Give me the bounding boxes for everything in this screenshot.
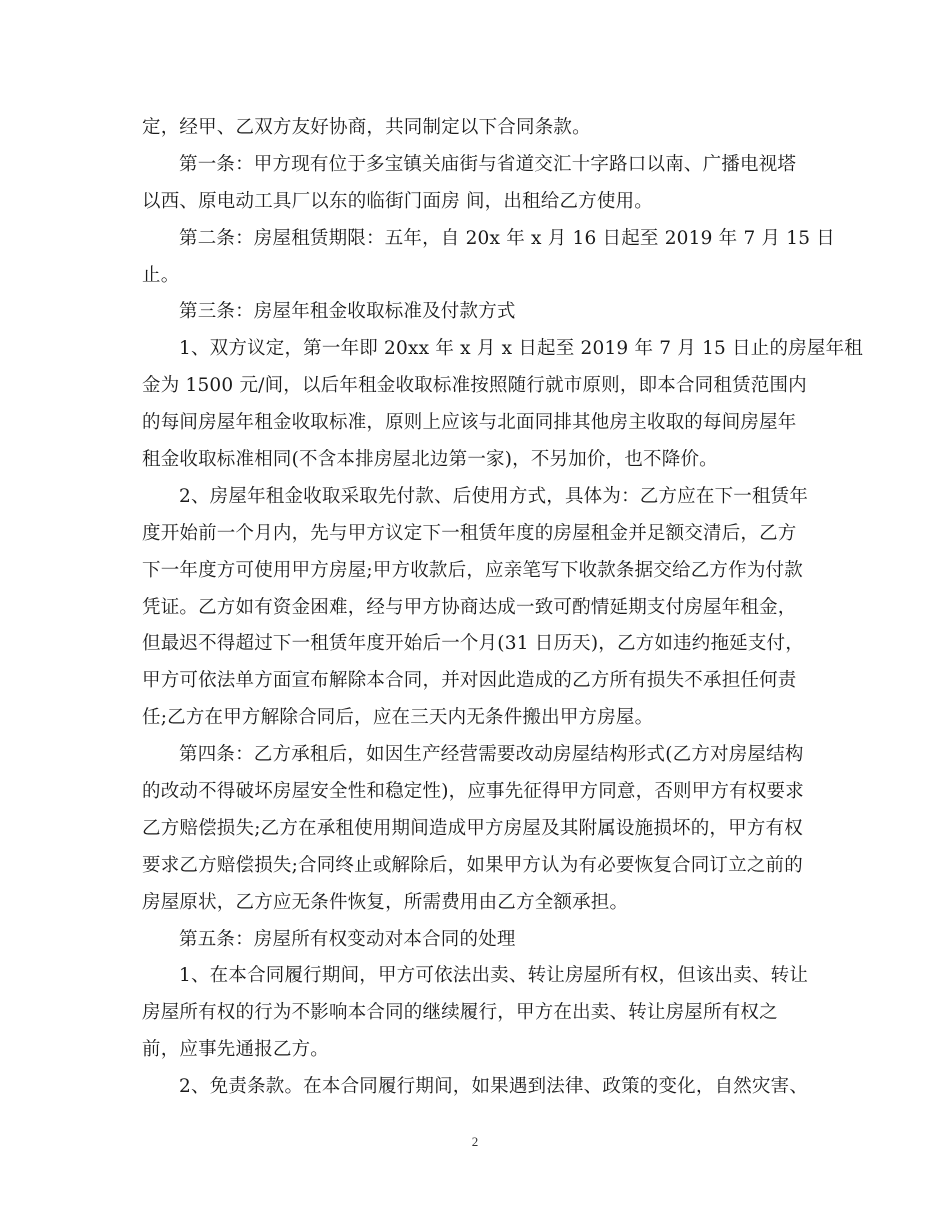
text-line: 度开始前一个月内，先与甲方议定下一租赁年度的房屋租金并足额交清后，乙方	[142, 522, 797, 544]
text-line: 以西、原电动工具厂以东的临街门面房 间，出租给乙方使用。	[142, 190, 653, 212]
contract-body-text	[142, 110, 864, 1106]
paragraph-first-line: 第二条：房屋租赁期限：五年，自 20x 年 x 月 16 日起至 2019 年 7 月 15 日	[179, 227, 836, 249]
paragraph-first-line: 第三条：房屋年租金收取标准及付款方式	[179, 301, 516, 323]
text-line: 租金收取标准相同(不含本排房屋北边第一家)，不另加价，也不降价。	[142, 449, 718, 471]
text-line: 止。	[142, 264, 180, 286]
text-line: 凭证。乙方如有资金困难，经与甲方协商达成一致可酌情延期支付房屋年租金，	[142, 596, 797, 618]
text-line: 下一年度方可使用甲方房屋;甲方收款后，应亲笔写下收款条据交给乙方作为付款	[142, 559, 803, 581]
paragraph-first-line: 1、在本合同履行期间，甲方可依法出卖、转让房屋所有权，但该出卖、转让	[179, 965, 809, 987]
text-line: 前，应事先通报乙方。	[142, 1039, 330, 1061]
text-line: 房屋所有权的行为不影响本合同的继续履行，甲方在出卖、转让房屋所有权之	[142, 1002, 778, 1024]
text-line: 的改动不得破坏房屋安全性和稳定性)，应事先征得甲方同意，否则甲方有权要求	[142, 781, 804, 803]
text-line: 定，经甲、乙双方友好协商，共同制定以下合同条款。	[142, 117, 591, 138]
text-line: 乙方赔偿损失;乙方在承租使用期间造成甲方房屋及其附属设施损坏的，甲方有权	[142, 817, 803, 839]
text-line: 金为 1500 元/间，以后年租金收取标准按照随行就市原则，即本合同租赁范围内	[142, 375, 807, 397]
text-line: 房屋原状，乙方应无条件恢复，所需费用由乙方全额承担。	[142, 891, 629, 913]
text-line: 任;乙方在甲方解除合同后，应在三天内无条件搬出甲方房屋。	[142, 707, 654, 729]
paragraph-first-line: 第五条：房屋所有权变动对本合同的处理	[179, 928, 516, 950]
text-line: 甲方可依法单方面宣布解除本合同，并对因此造成的乙方所有损失不承担任何责	[142, 670, 797, 692]
text-line: 的每间房屋年租金收取标准，原则上应该与北面同排其他房主收取的每间房屋年	[142, 412, 797, 434]
text-line: 但最迟不得超过下一租赁年度开始后一个月(31 日历天)，乙方如违约拖延支付，	[142, 633, 804, 655]
paragraph-first-line: 2、房屋年租金收取采取先付款、后使用方式，具体为：乙方应在下一租赁年	[179, 485, 809, 507]
paragraph-first-line: 1、双方议定，第一年即 20xx 年 x 月 x 日起至 2019 年 7 月 15 日止的房屋年租	[179, 338, 864, 360]
text-line: 要求乙方赔偿损失;合同终止或解除后，如果甲方认为有必要恢复合同订立之前的	[142, 854, 803, 876]
paragraph-first-line: 第一条：甲方现有位于多宝镇关庙街与省道交汇十字路口以南、广播电视塔	[179, 153, 797, 175]
paragraph-first-line: 第四条：乙方承租后，如因生产经营需要改动房屋结构形式(乙方对房屋结构	[179, 744, 804, 766]
page-number: 2	[471, 1134, 479, 1149]
paragraph-first-line: 2、免责条款。在本合同履行期间，如果遇到法律、政策的变化，自然灾害、	[179, 1076, 809, 1098]
